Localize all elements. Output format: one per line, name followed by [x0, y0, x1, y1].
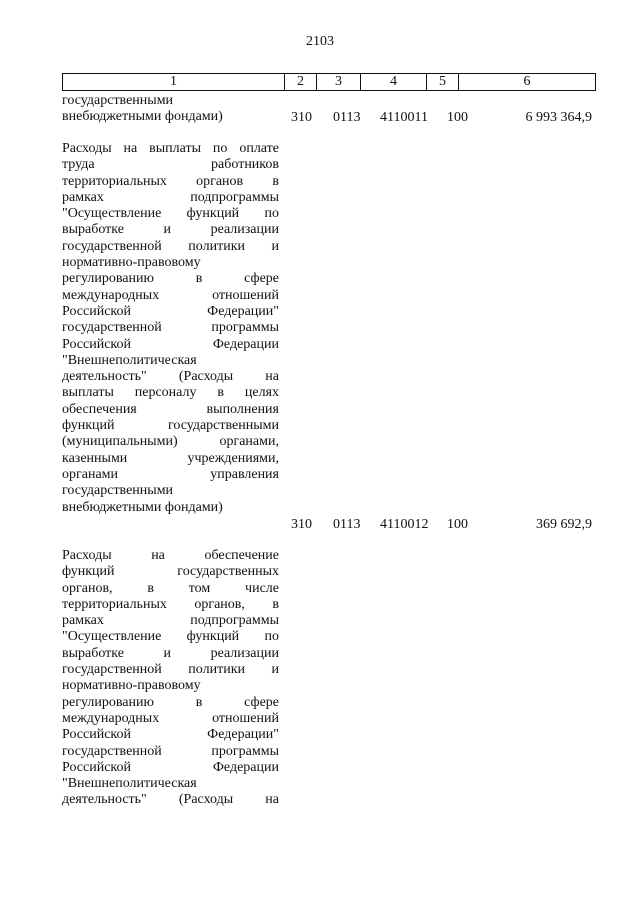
- description-line: территориальных органов, в: [62, 596, 279, 612]
- description-line: Расходы на обеспечение: [62, 548, 279, 563]
- row-code-target: 4110011: [380, 110, 428, 125]
- row-code-subsection: 0113: [333, 110, 361, 125]
- description-line: труда работников: [62, 157, 279, 173]
- description-line: органами управления: [62, 466, 279, 482]
- column-header-2: 2: [285, 74, 317, 91]
- description-line: выработке и реализации: [62, 645, 279, 661]
- description-line: международных отношений: [62, 287, 279, 303]
- description-line: "Внешнеполитическая: [62, 352, 197, 368]
- description-line: деятельность" (Расходы на: [62, 369, 279, 385]
- column-header-1: 1: [63, 74, 285, 91]
- row-code-type: 100: [447, 517, 468, 532]
- description-line: выработке и реализации: [62, 222, 279, 238]
- column-header-table: [62, 73, 596, 91]
- description-line: регулированию в сфере: [62, 694, 279, 710]
- page-number: 2103: [306, 34, 334, 49]
- column-header-6: 6: [459, 74, 596, 91]
- row-code-section: 310: [291, 517, 312, 532]
- row-code-subsection: 0113: [333, 517, 361, 532]
- description-line: государственными: [62, 483, 174, 499]
- description-line: деятельность" (Расходы на: [62, 792, 279, 808]
- row-description: [62, 93, 279, 126]
- description-line: регулированию в сфере: [62, 271, 279, 287]
- description-line: территориальных органов в: [62, 173, 279, 189]
- column-header-4: 4: [361, 74, 427, 91]
- description-line: функций государственных: [62, 564, 279, 580]
- description-line: нормативно-правовому: [62, 678, 201, 694]
- description-line: "Внешнеполитическая: [62, 776, 197, 792]
- row-code-type: 100: [447, 110, 468, 125]
- description-line: рамках подпрограммы: [62, 613, 279, 629]
- description-line: Российской Федерации": [62, 727, 279, 743]
- description-line: "Осуществление функций по: [62, 629, 279, 645]
- description-line: нормативно-правовому: [62, 255, 201, 271]
- description-line: казенными учреждениями,: [62, 450, 279, 466]
- row-amount: 6 993 364,9: [525, 110, 592, 125]
- row-code-target: 4110012: [380, 517, 429, 532]
- description-line: "Осуществление функций по: [62, 206, 279, 222]
- column-header-3: 3: [317, 74, 361, 91]
- description-line: Российской Федерации: [62, 336, 279, 352]
- description-line: внебюджетными фондами): [62, 499, 223, 515]
- description-line: обеспечения выполнения: [62, 401, 279, 417]
- description-line: функций государственными: [62, 418, 279, 434]
- description-line: Российской Федерации": [62, 303, 279, 319]
- description-line: государственными: [62, 93, 174, 108]
- description-line: внебюджетными фондами): [62, 109, 223, 125]
- row-code-section: 310: [291, 110, 312, 125]
- description-line: Расходы на выплаты по оплате: [62, 141, 279, 156]
- description-line: Российской Федерации: [62, 759, 279, 775]
- row-description: [62, 548, 279, 809]
- description-line: выплаты персоналу в целях: [62, 385, 279, 401]
- row-description: [62, 141, 279, 516]
- description-line: международных отношений: [62, 710, 279, 726]
- column-header-row: [63, 74, 596, 91]
- description-line: (муниципальными) органами,: [62, 434, 279, 450]
- description-line: государственной политики и: [62, 238, 279, 254]
- column-header-5: 5: [427, 74, 459, 91]
- description-line: рамках подпрограммы: [62, 189, 279, 205]
- description-line: государственной программы: [62, 743, 279, 759]
- description-line: государственной программы: [62, 320, 279, 336]
- row-amount: 369 692,9: [536, 517, 592, 532]
- description-line: государственной политики и: [62, 662, 279, 678]
- description-line: органов, в том числе: [62, 580, 279, 596]
